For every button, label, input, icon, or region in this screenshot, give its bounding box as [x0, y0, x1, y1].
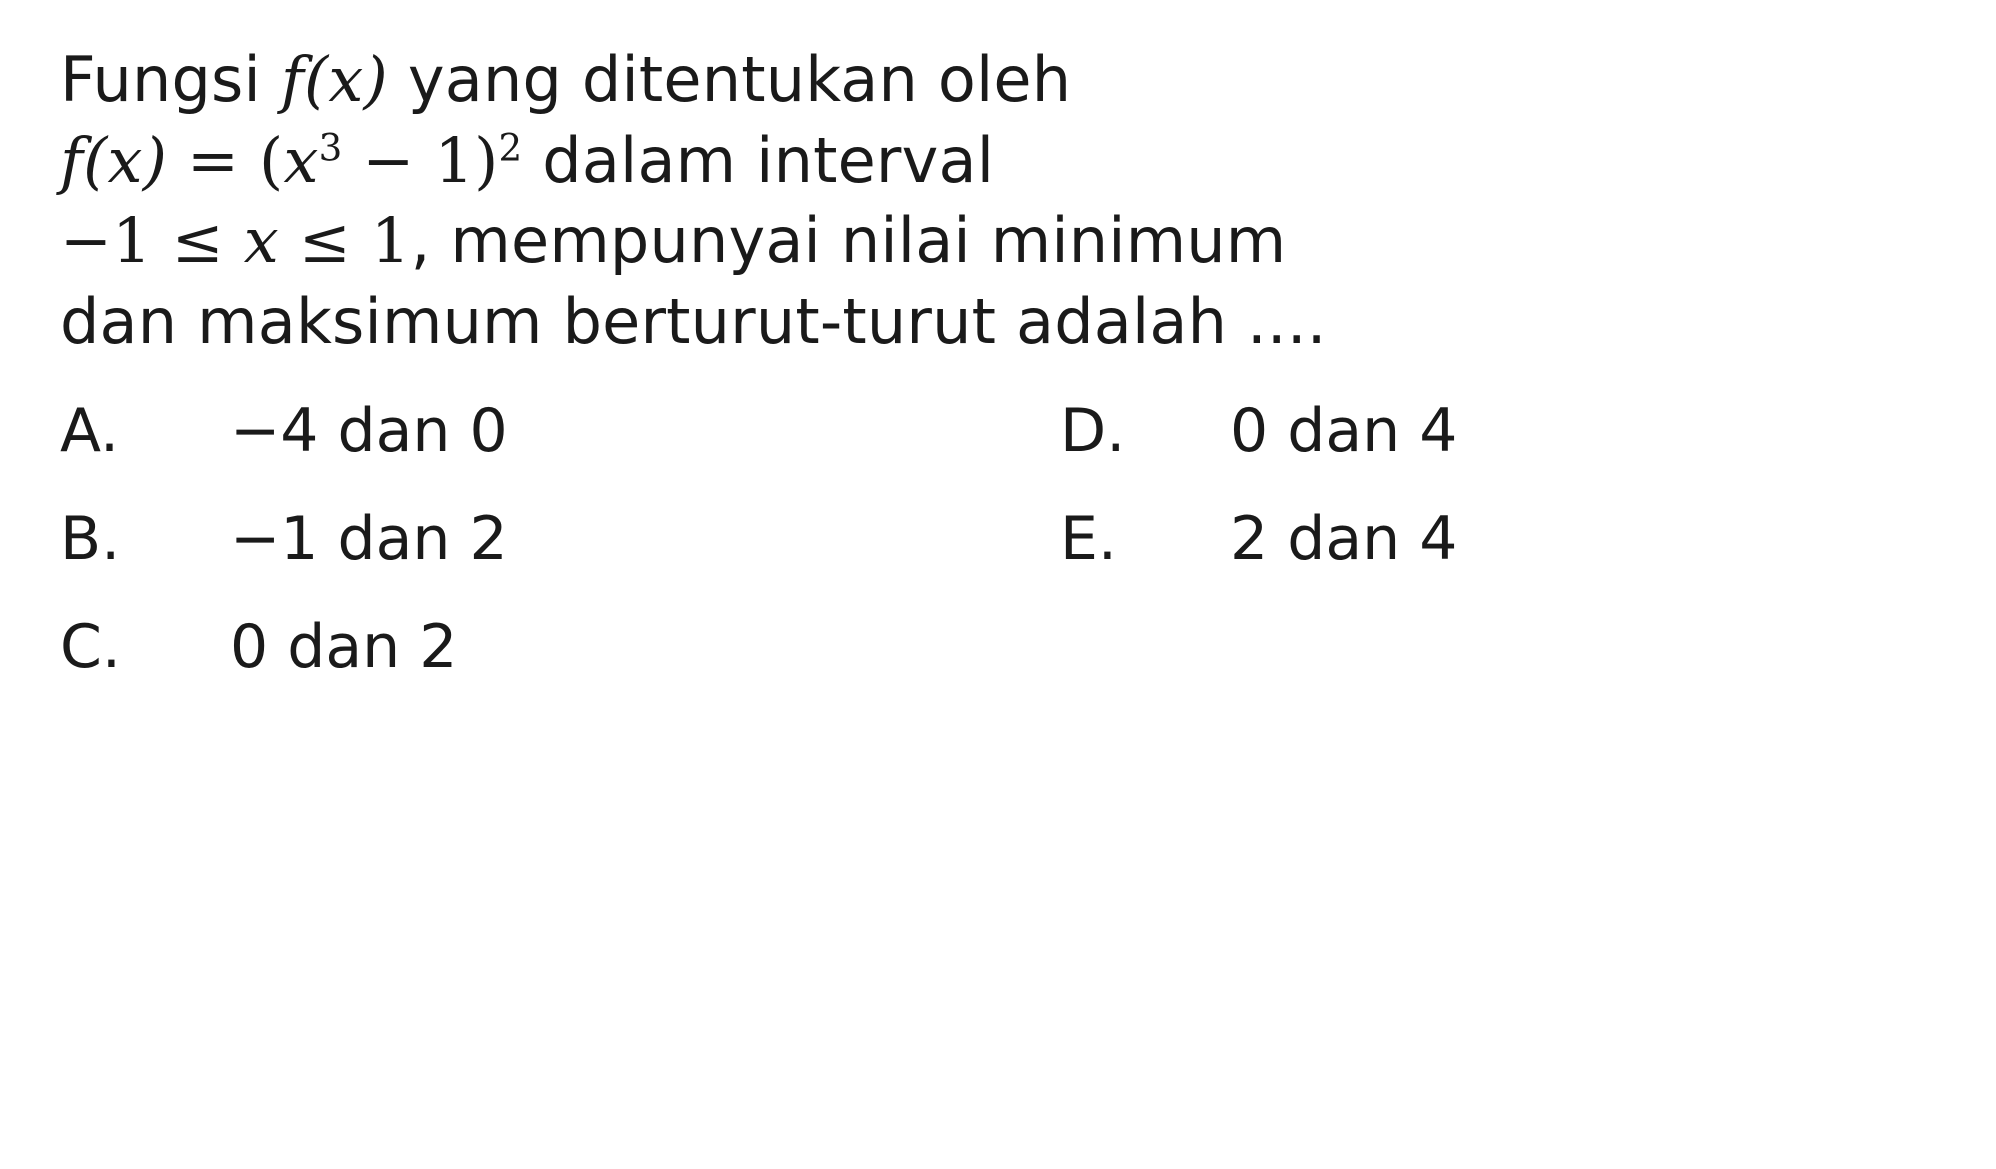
option-c-label: C.	[60, 612, 121, 683]
question-line-1-prefix: Fungsi	[60, 43, 281, 116]
formula-exponent-3: 3	[318, 124, 343, 169]
function-notation-fx: f(x)	[280, 43, 388, 116]
question-line-3-suffix: , mempunyai nilai minimum	[410, 204, 1287, 278]
option-a[interactable]	[60, 396, 1060, 466]
question-line-2-suffix: dalam interval	[522, 123, 995, 197]
interval-upper-bound: ≤ 1	[278, 204, 411, 278]
option-b-text: −1 dan 2	[230, 504, 508, 575]
question-line-2	[60, 121, 1936, 202]
option-c-text: 0 dan 2	[230, 612, 458, 683]
question-line-4: dan maksimum berturut-turut adalah ....	[60, 284, 1327, 358]
option-d-label: D.	[1060, 396, 1126, 467]
options-row-3	[60, 612, 1936, 720]
interval-variable-x: x	[243, 204, 279, 278]
formula-fx: f(x)	[60, 123, 168, 197]
option-c[interactable]	[60, 612, 998, 682]
question-text	[60, 40, 1936, 362]
options-list	[60, 396, 1936, 720]
option-e-label: E.	[1060, 504, 1117, 575]
option-e-text: 2 dan 4	[1230, 504, 1458, 575]
question-line-1-suffix: yang ditentukan oleh	[387, 43, 1072, 116]
formula-equals: = (	[167, 123, 284, 197]
options-row-1	[60, 396, 1936, 504]
option-a-label: A.	[60, 396, 120, 467]
interval-lower-bound: −1 ≤	[60, 204, 244, 278]
formula-variable-x: x	[283, 123, 319, 197]
option-d-text: 0 dan 4	[1230, 396, 1458, 467]
question-line-3	[60, 201, 1936, 282]
option-b[interactable]	[60, 504, 1060, 574]
option-a-text: −4 dan 0	[230, 396, 508, 467]
option-b-label: B.	[60, 504, 121, 575]
formula-minus-one: − 1)	[342, 123, 499, 197]
question-line-1	[60, 40, 1936, 121]
option-d[interactable]	[1060, 396, 1457, 466]
options-row-2	[60, 504, 1936, 612]
formula-exponent-2: 2	[498, 124, 523, 169]
option-e[interactable]	[1060, 504, 1457, 574]
